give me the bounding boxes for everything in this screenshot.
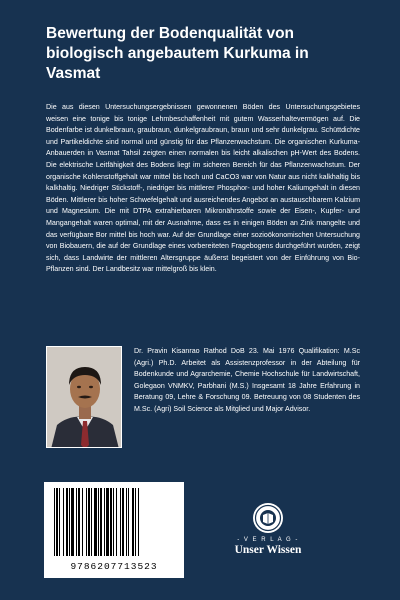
- book-description: Die aus diesen Untersuchungsergebnissen gewonnenen Böden des Untersuchungsgebietes weisen eine tonige bis tonige Lehmbeschaffenheit mit gutem Wasserhaltevermögen auf. Die Bodenfarbe ist dunkelbraun, graubraun, dunkelgraubraun, braun und sehr dunkelgrau. Schüttdichte und Partikeldichte sind normal und günstig für das Pflanzenwachstum. Die organischen Kurkuma-Anbauerden in Vasmat Tahsil zeigten einen normalen bis leicht alkalischen pH-Wert des Bodens. Die elektrische Leitfähigkeit des Bodens liegt im sicheren Bereich für das Pflanzenwachstum. Der organische Kohlenstoffgehalt war mittel bis hoch und CaCO3 war von Natur aus nicht kalkhaltig bis kalkhaltig. Niedriger Stickstoff-, niedriger bis mittlerer Phosphor- und hoher Kaliumgehalt in diesen Böden. Mittlerer bis hoher Schwefelgehalt und ausreichendes Angebot an austauschbarem Kalzium und Magnesium. Die mit DTPA extrahierbaren Mikronährstoffe sowie der Eisen-, Kupfer- und Mangangehalt waren optimal, mit der Ausnahme, dass es in einigen Böden an Zink mangelte und das verfügbare Bor mittel bis hoch war. Auf der Grundlage einer sozioökonomischen Untersuchung von Biobauern, die auf der Grundlage eines vorbereiteten Fragebogens durchgeführt wurden, zeigt sich, dass Landwirte der mittleren Altersgruppe äußerst begeistert von der Einführung von Bio-Pflanzen sind. Der Landbesitz war mittelgroß bis klein.: [46, 103, 360, 274]
- author-bio: Dr. Pravin Kisanrao Rathod DoB 23. Mai 1976 Qualifikation: M.Sc (Agri.) Ph.D. Arbeitet als Assistenzprofessor in der Abteilung für Bodenkunde und Agrarchemie, Chemie Hochschule für Landwirtschaft, Golegaon VNMKV, Parbhani (M.S.) Insgesamt 18 Jahre Erfahrung in Beratung 09, Lehre & Forschung 09. Betreuung von 08 Studenten des M.Sc. (Agri) Soil Science als Mitglied und Major Advisor.: [134, 347, 360, 413]
- author-photo: [46, 346, 122, 448]
- publisher-name: Unser Wissen: [234, 544, 302, 556]
- book-title: Bewertung der Bodenqualität von biologisch angebautem Kurkuma in Vasmat: [46, 25, 309, 82]
- publisher-label: - V E R L A G -: [237, 537, 299, 543]
- publisher-block: [228, 502, 308, 556]
- barcode-bars: [54, 488, 174, 556]
- author-portrait-image: [47, 347, 122, 448]
- publisher-logo-icon: [252, 502, 284, 534]
- isbn-barcode: [44, 482, 184, 578]
- isbn-number: 9786207713523: [70, 561, 158, 572]
